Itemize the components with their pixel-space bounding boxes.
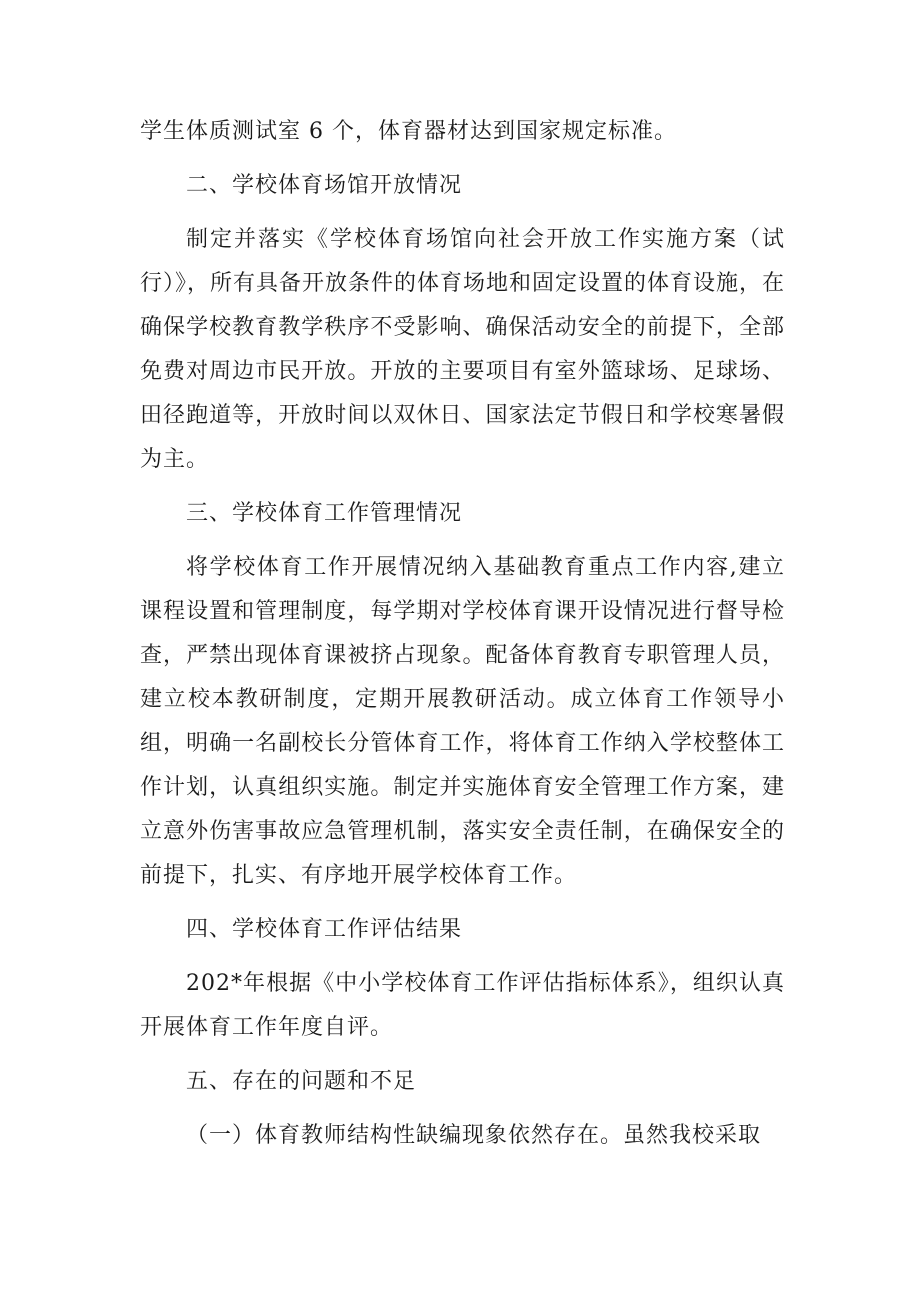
paragraph-problems: （一）体育教师结构性缺编现象依然存在。虽然我校采取 bbox=[186, 1123, 762, 1148]
section-heading-4: 四、学校体育工作评估结果 bbox=[186, 917, 463, 942]
paragraph-management: 将学校体育工作开展情况纳入基础教育重点工作内容,建立课程设置和管理制度，每学期对学校体育课开设情况进行督导检查，严禁出现体育课被挤占现象。配备体育教育专职管理人员，建立校本教研制度，定期开展教研活动。成立体育工作领导小组，明确一名副校长分管体育工作，将体育工作纳入学校整体工作计划，认真组织实施。制定并实施体育安全管理工作方案，建立意外伤害事故应急管理机制，落实安全责任制，在确保安全的前提下，扎实、有序地开展学校体育工作。 bbox=[140, 555, 785, 888]
document-page bbox=[140, 110, 785, 1158]
paragraph-continuation: 学生体质测试室 6 个，体育器材达到国家规定标准。 bbox=[140, 119, 677, 144]
section-heading-5: 五、存在的问题和不足 bbox=[186, 1069, 417, 1094]
section-heading-3: 三、学校体育工作管理情况 bbox=[186, 501, 463, 526]
section-heading-2: 二、学校体育场馆开放情况 bbox=[186, 173, 463, 198]
paragraph-evaluation: 202*年根据《中小学校体育工作评估指标体系》，组织认真开展体育工作年度自评。 bbox=[140, 971, 785, 1040]
paragraph-venue-opening: 制定并落实《学校体育场馆向社会开放工作实施方案（试行）》，所有具备开放条件的体育场地和固定设置的体育设施，在确保学校教育教学秩序不受影响、确保活动安全的前提下，全部免费对周边市民开放。开放的主要项目有室外篮球场、足球场、田径跑道等，开放时间以双休日、国家法定节假日和学校寒暑假为主。 bbox=[140, 227, 786, 472]
